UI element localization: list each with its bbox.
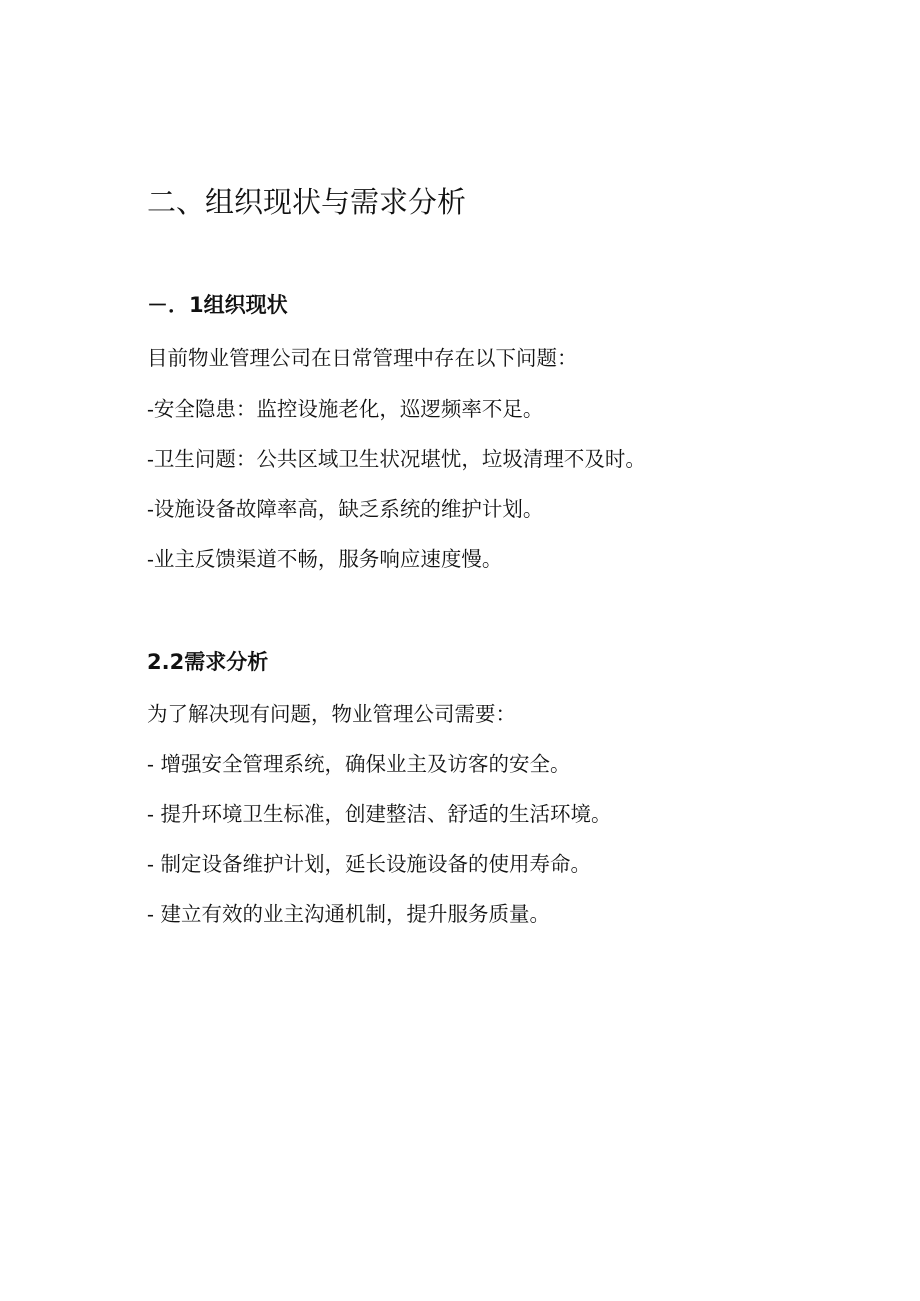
current-status-item: -设施设备故障率高，缺乏系统的维护计划。 xyxy=(147,497,544,521)
current-status-item: -卫生问题：公共区域卫生状况堪忧，垃圾清理不及时。 xyxy=(147,447,646,471)
current-status-heading: －．1组织现状 xyxy=(147,293,288,317)
current-status-item: -安全隐患：监控设施老化，巡逻频率不足。 xyxy=(147,397,544,421)
needs-analysis-item: - 建立有效的业主沟通机制，提升服务质量。 xyxy=(147,902,550,926)
current-status-intro: 目前物业管理公司在日常管理中存在以下问题： xyxy=(147,346,578,370)
needs-analysis-item: - 制定设备维护计划，延长设施设备的使用寿命。 xyxy=(147,852,591,876)
needs-analysis-intro: 为了解决现有问题，物业管理公司需要： xyxy=(147,702,516,726)
needs-analysis-heading: 2.2需求分析 xyxy=(147,650,269,674)
needs-analysis-item: - 提升环境卫生标准，创建整洁、舒适的生活环境。 xyxy=(147,802,612,826)
needs-analysis-item: - 增强安全管理系统，确保业主及访客的安全。 xyxy=(147,752,571,776)
current-status-item: -业主反馈渠道不畅，服务响应速度慢。 xyxy=(147,547,503,571)
section-title: 二、组织现状与需求分析 xyxy=(147,185,467,219)
